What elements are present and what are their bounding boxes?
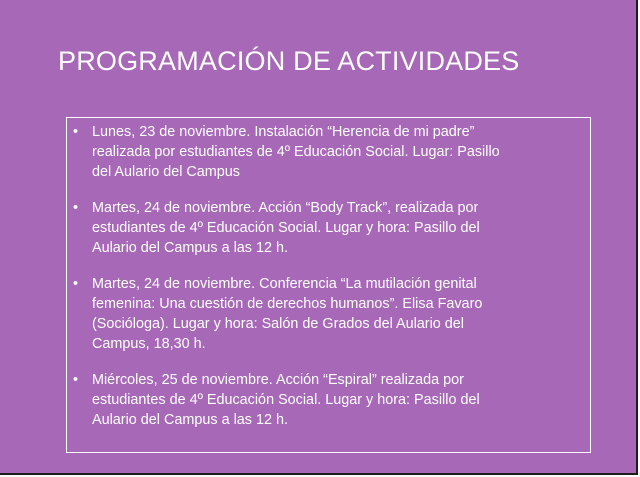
activity-text: Miércoles, 25 de noviembre. Acción “Espiral” realizada por estudiantes de 4º Educación Social. Lugar y hora: Pasillo del Aulario del Campus a las 12 h. [92, 372, 480, 428]
activity-text: Lunes, 23 de noviembre. Instalación “Herencia de mi padre” realizada por estudiantes de 4º Educación Social. Lugar: Pasillo del Aulario del Campus [92, 124, 500, 180]
activities-box [66, 117, 591, 453]
bullet-icon: • [73, 276, 79, 292]
bullet-icon: • [73, 372, 79, 388]
activity-text: Martes, 24 de noviembre. Acción “Body Track”, realizada por estudiantes de 4º Educación Social. Lugar y hora: Pasillo del Aulario del Campus a las 12 h. [92, 200, 480, 256]
bullet-icon: • [73, 200, 79, 216]
slide-title: PROGRAMACIÓN DE ACTIVIDADES [58, 46, 520, 76]
bullet-icon: • [73, 124, 79, 140]
activity-text: Martes, 24 de noviembre. Conferencia “La mutilación genital femenina: Una cuestión de derechos humanos”. Elisa Favaro (Socióloga). Lugar y hora: Salón de Grados del Aulario del Campus, 18,30 h. [92, 276, 483, 352]
